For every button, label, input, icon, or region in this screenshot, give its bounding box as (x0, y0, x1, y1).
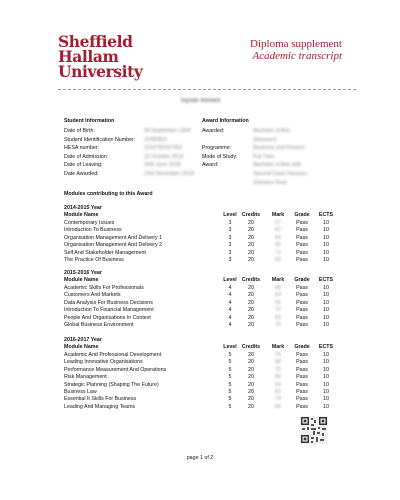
table-row (64, 396, 338, 403)
module-credits: 20 (248, 292, 254, 299)
table-row (64, 307, 338, 314)
module-grade: Pass (296, 359, 308, 366)
table-row (64, 235, 338, 242)
year-heading: 2015-2016 Year (64, 270, 102, 276)
module-credits: 20 (248, 374, 254, 381)
module-credits: 20 (248, 227, 254, 234)
module-level: 3 (228, 220, 232, 226)
info-label: Date of Birth: (64, 128, 95, 134)
info-label: Date of Leaving: (64, 162, 103, 169)
module-grade: Pass (296, 352, 308, 358)
table-header (64, 212, 338, 219)
module-credits: 20 (248, 220, 254, 226)
module-ects: 10 (323, 359, 329, 366)
module-mark: 63 (275, 314, 281, 321)
module-grade: Pass (296, 381, 308, 388)
info-value: 23rd November 2018 (144, 170, 194, 177)
module-ects: 10 (323, 220, 329, 226)
module-level: 5 (228, 366, 232, 373)
module-level: 5 (228, 374, 232, 381)
module-mark: 68 (275, 359, 281, 366)
module-ects: 10 (323, 307, 329, 314)
col-level: Level (223, 277, 237, 283)
info-row (64, 144, 194, 153)
module-ects: 10 (323, 314, 329, 321)
module-name: Data Analysis For Business Decisions (64, 299, 153, 306)
module-mark: 72 (275, 249, 281, 256)
col-mark: Mark (271, 277, 285, 283)
table-row (64, 359, 338, 366)
page-number: page 1 of 2 (186, 455, 214, 461)
module-ects: 10 (323, 322, 329, 328)
module-mark: 70 (275, 322, 281, 328)
module-ects: 10 (323, 234, 329, 241)
module-mark: 70 (275, 366, 281, 373)
col-credits: Credits (241, 212, 261, 218)
module-name: People And Organisations In Context (64, 314, 151, 321)
module-level: 5 (228, 352, 232, 358)
col-credits: Credits (241, 277, 261, 283)
module-ects: 10 (323, 257, 329, 263)
info-row (64, 170, 194, 179)
module-ects: 10 (323, 389, 329, 395)
module-name: Organisation Management And Delivery 1 (64, 234, 163, 241)
table-row (64, 300, 338, 307)
module-grade: Pass (296, 242, 308, 249)
col-mark: Mark (271, 344, 285, 350)
info-value: Full Time (253, 153, 275, 160)
module-grade: Pass (296, 220, 308, 226)
module-mark: 75 (275, 352, 281, 358)
info-label: HESA number: (64, 145, 100, 152)
module-name: Self And Stakeholder Management (64, 249, 146, 256)
student-info-title: Student Information (64, 118, 115, 124)
info-label: Date of Admission: (64, 153, 109, 160)
module-ects: 10 (323, 374, 329, 381)
module-grade: Pass (296, 403, 308, 410)
info-label: Award: (202, 162, 219, 169)
module-credits: 20 (248, 403, 254, 410)
module-name: Introduction To Business (64, 227, 122, 234)
table-row (64, 220, 338, 227)
module-grade: Pass (296, 234, 308, 241)
col-grade: Grade (294, 344, 310, 350)
module-ects: 10 (323, 403, 329, 410)
info-value: Bachelor of Arts with Second Class Honours (Division One) (253, 162, 308, 186)
module-ects: 10 (323, 285, 329, 291)
info-label: Student Identification Number: (64, 136, 136, 143)
table-row (64, 315, 338, 322)
module-level: 4 (228, 285, 232, 291)
table-row (64, 250, 338, 257)
module-credits: 20 (248, 359, 254, 366)
module-grade: Pass (296, 249, 308, 256)
module-level: 4 (228, 307, 232, 314)
module-level: 3 (228, 234, 232, 241)
module-name: Risk Management (64, 374, 107, 381)
table-header (64, 344, 338, 351)
module-level: 5 (228, 396, 232, 403)
table-row (64, 227, 338, 234)
module-credits: 20 (248, 352, 254, 358)
module-level: 4 (228, 314, 232, 321)
module-mark: 62 (275, 389, 281, 395)
module-grade: Pass (296, 307, 308, 314)
info-row (202, 127, 315, 144)
module-credits: 20 (248, 307, 254, 314)
document-heading (250, 38, 342, 62)
table-header (64, 277, 338, 284)
module-ects: 10 (323, 292, 329, 299)
module-name: The Practice Of Business (64, 257, 124, 263)
module-grade: Pass (296, 389, 308, 395)
module-credits: 20 (248, 257, 254, 263)
student-info-table (64, 127, 194, 179)
module-level: 5 (228, 389, 232, 395)
info-row (64, 127, 194, 136)
module-level: 3 (228, 249, 232, 256)
module-mark: 69 (275, 403, 281, 410)
table-row (64, 322, 338, 329)
module-name: Academic Skills For Professionals (64, 285, 144, 291)
module-grade: Pass (296, 227, 308, 234)
module-level: 4 (228, 292, 232, 299)
module-credits: 20 (248, 389, 254, 395)
info-label: Awarded: (202, 128, 225, 134)
module-mark: 74 (275, 396, 281, 403)
logo-line: Sheffield (58, 32, 133, 51)
module-grade: Pass (296, 322, 308, 328)
module-credits: 20 (248, 381, 254, 388)
table-row (64, 352, 338, 359)
col-grade: Grade (294, 277, 310, 283)
module-level: 3 (228, 257, 232, 263)
col-ects: ECTS (318, 277, 334, 283)
module-mark: 66 (275, 299, 281, 306)
module-grade: Pass (296, 299, 308, 306)
module-credits: 20 (248, 234, 254, 241)
info-value: 26th June 2018 (144, 162, 181, 169)
module-credits: 20 (248, 322, 254, 328)
module-grade: Pass (296, 285, 308, 291)
info-row (64, 161, 194, 170)
student-name: Tayiab Ahmed (179, 98, 221, 104)
module-mark: 64 (275, 381, 281, 388)
module-level: 3 (228, 242, 232, 249)
qr-code-icon (300, 416, 328, 444)
module-ects: 10 (323, 227, 329, 234)
table-row (64, 404, 338, 411)
table-row (64, 285, 338, 292)
module-level: 5 (228, 359, 232, 366)
col-mark: Mark (271, 212, 285, 218)
col-level: Level (223, 212, 237, 218)
info-row (202, 161, 315, 187)
module-name: Global Business Environment (64, 322, 134, 328)
modules-heading: Modules contributing to this Award (64, 191, 153, 197)
module-grade: Pass (296, 366, 308, 373)
module-name: Essential It Skills For Business (64, 396, 137, 403)
module-ects: 10 (323, 242, 329, 249)
info-value: 04 September 1994 (144, 128, 191, 134)
module-ects: 10 (323, 396, 329, 403)
module-grade: Pass (296, 257, 308, 263)
module-mark: 66 (275, 374, 281, 381)
table-row (64, 367, 338, 374)
module-mark: 72 (275, 307, 281, 314)
document-title: Diploma supplement (250, 38, 342, 50)
module-level: 5 (228, 403, 232, 410)
module-ects: 10 (323, 352, 329, 358)
module-mark: 65 (275, 242, 281, 249)
award-info-table (202, 127, 315, 187)
year-heading: 2014-2015 Year (64, 205, 102, 211)
module-grade: Pass (296, 292, 308, 299)
module-credits: 20 (248, 366, 254, 373)
info-row (64, 136, 194, 145)
info-value: Bachelor of Arts (Honours) (253, 128, 291, 143)
module-name: Organisation Management And Delivery 2 (64, 242, 163, 249)
col-credits: Credits (241, 344, 261, 350)
module-credits: 20 (248, 285, 254, 291)
module-name: Academic And Professional Development (64, 352, 162, 358)
info-label: Mode of Study: (202, 153, 238, 160)
module-ects: 10 (323, 381, 329, 388)
module-name: Introduction To Financial Management (64, 307, 154, 314)
col-ects: ECTS (318, 212, 334, 218)
info-value: 1210700167962 (144, 145, 183, 152)
col-grade: Grade (294, 212, 310, 218)
module-grade: Pass (296, 374, 308, 381)
module-level: 3 (228, 227, 232, 234)
module-credits: 20 (248, 314, 254, 321)
col-module-name: Module Name (64, 344, 99, 350)
info-value: Business and Finance (253, 145, 306, 152)
year-heading: 2016-2017 Year (64, 337, 102, 343)
col-level: Level (223, 344, 237, 350)
module-level: 4 (228, 299, 232, 306)
module-name: Performance Measurement And Operations (64, 366, 167, 373)
module-credits: 20 (248, 396, 254, 403)
module-grade: Pass (296, 314, 308, 321)
logo-line: Hallam (58, 47, 119, 66)
info-value: 12 October 2014 (144, 153, 184, 160)
module-ects: 10 (323, 299, 329, 306)
module-name: Strategic Planning (Shaping The Future) (64, 381, 159, 388)
table-row (64, 374, 338, 381)
module-name: Business Law (64, 389, 97, 395)
info-label: Date Awarded: (64, 170, 99, 177)
table-row (64, 292, 338, 299)
info-row (202, 144, 315, 153)
module-level: 4 (228, 322, 232, 328)
table-row (64, 242, 338, 249)
module-name: Contemporary Issues (64, 220, 115, 226)
module-ects: 10 (323, 249, 329, 256)
module-mark: 64 (275, 292, 281, 299)
col-module-name: Module Name (64, 212, 99, 218)
module-mark: 68 (275, 285, 281, 291)
module-name: Leading And Managing Teams (64, 403, 136, 410)
module-credits: 20 (248, 242, 254, 249)
table-row (64, 389, 338, 396)
award-info-title: Award Information (202, 118, 249, 124)
info-row (202, 153, 315, 162)
module-grade: Pass (296, 396, 308, 403)
module-mark: 60 (275, 257, 281, 263)
module-mark: 64 (275, 234, 281, 241)
table-row (64, 382, 338, 389)
info-row (64, 153, 194, 162)
table-row (64, 257, 338, 264)
module-mark: 62 (275, 227, 281, 234)
university-logo (58, 34, 143, 79)
module-credits: 20 (248, 299, 254, 306)
module-ects: 10 (323, 366, 329, 373)
header-divider (58, 89, 356, 90)
module-mark: 67 (275, 220, 281, 226)
module-credits: 20 (248, 249, 254, 256)
info-label: Programme: (202, 145, 232, 152)
info-value: 21060821 (144, 136, 168, 143)
col-ects: ECTS (318, 344, 334, 350)
document-subtitle: Academic transcript (252, 50, 342, 62)
module-name: Leading Innovative Organisations (64, 359, 143, 366)
logo-line: University (58, 62, 143, 81)
col-module-name: Module Name (64, 277, 99, 283)
module-name: Customers And Markets (64, 292, 121, 299)
module-level: 5 (228, 381, 232, 388)
